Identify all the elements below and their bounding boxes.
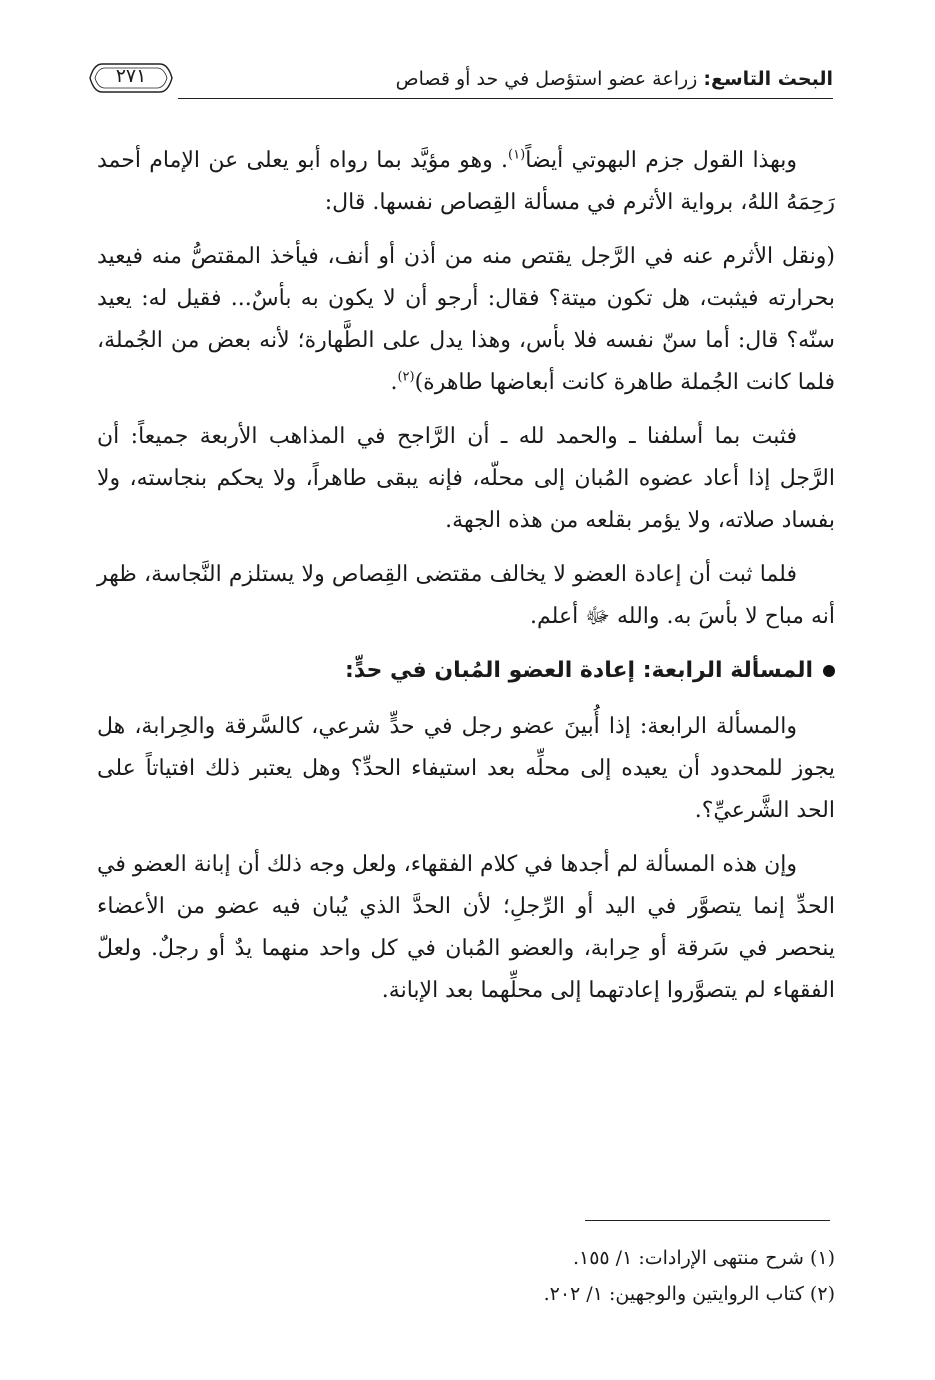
paragraph-6: وإن هذه المسألة لم أجدها في كلام الفقهاء، ولعل وجه ذلك أن إبانة العضو في الحدِّ إنما يتصوَّر في اليد أو الرِّجلِ؛ لأن الحدَّ الذي يُبان فيه عضو من الأعضاء ينحصر في سَرقة أو حِرابة، والعضو المُبان في كل واحد منهما يدٌ أو رجلٌ. ولعلّ الفقهاء لم يتصوَّروا إعادتهما إلى محلِّهما بعد الإبانة. xyxy=(97,852,835,1003)
paragraph-1-text-b: . وهو مؤيَّد بما رواه أبو يعلى عن الإمام أحمد رَحِمَهُ اللهُ، برواية الأثرم في مسألة القِصاص نفسها. قال: xyxy=(97,148,835,215)
footnote-ref-1: (١) xyxy=(508,147,526,163)
main-text xyxy=(97,140,835,1024)
paragraph-1-text-a: وبهذا القول جزم البهوتي أيضاً xyxy=(525,148,797,173)
section-heading xyxy=(97,650,835,692)
section-heading-text: المسألة الرابعة: إعادة العضو المُبان في حدٍّ: xyxy=(345,658,813,683)
paragraph-3: فثبت بما أسلفنا ـ والحمد لله ـ أن الرَّاجح في المذاهب الأربعة جميعاً: أن الرَّجل إذا أعاد عضوه المُبان إلى محلّه، فإنه يبقى طاهراً، ولا يحكم بنجاسته، ولا بفساد صلاته، ولا يؤمر بقلعه من هذه الجهة. xyxy=(97,424,835,533)
footnote-2: (٢) كتاب الروايتين والوجهين: ١/ ٢٠٢. xyxy=(543,1283,835,1305)
quotation-paragraph xyxy=(97,236,835,404)
page-number: ٢٧١ xyxy=(115,65,147,87)
paragraph-4: فلما ثبت أن إعادة العضو لا يخالف مقتضى القِصاص ولا يستلزم النَّجاسة، ظهر أنه مباح لا بأسَ به. والله ﷻ أعلم. xyxy=(97,562,835,629)
footnote-1: (١) شرح منتهى الإرادات: ١/ ١٥٥. xyxy=(572,1247,835,1269)
running-title xyxy=(396,68,833,90)
page-header xyxy=(88,58,833,102)
quotation-text: (ونقل الأثرم عنه في الرَّجل يقتص منه من أذن أو أنف، فيأخذ المقتصُّ منه فيعيد بحرارته فيثبت، هل تكون ميتة؟ فقال: أرجو أن لا يكون به بأسٌ... فقيل له: يعيد سنّه؟ قال: أما سنّ نفسه فلا بأس، وهذا يدل على الطَّهارة؛ لأنه بعض من الجُملة، فلما كانت الجُملة طاهرة كانت أبعاضها طاهرة) xyxy=(97,244,835,395)
footnote-ref-2: (٢) xyxy=(397,369,415,385)
running-title-text: زراعة عضو استؤصل في حد أو قصاص xyxy=(395,68,698,90)
paragraph-5: والمسألة الرابعة: إذا أُبينَ عضو رجل في حدٍّ شرعي، كالسَّرقة والحِرابة، هل يجوز للمحدود أن يعيده إلى محلِّه بعد استيفاء الحدِّ؟ وهل يعتبر ذلك افتياتاً على الحد الشَّرعيِّ؟. xyxy=(97,714,835,823)
page-number-badge xyxy=(88,60,174,96)
footnotes xyxy=(97,1240,835,1312)
footnote-rule xyxy=(585,1220,830,1221)
running-title-section-label: البحث التاسع: xyxy=(703,68,833,90)
header-rule xyxy=(178,98,833,99)
quotation-end: . xyxy=(390,370,398,395)
paragraph-1 xyxy=(97,140,835,224)
bullet-icon xyxy=(823,665,835,677)
